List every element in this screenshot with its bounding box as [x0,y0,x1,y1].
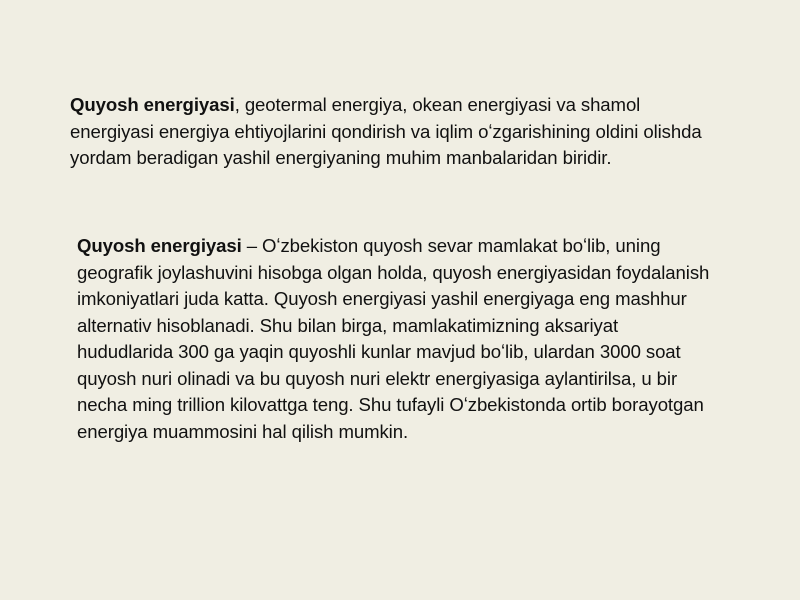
paragraph-1-bold-lead: Quyosh energiyasi [70,94,235,115]
paragraph-2-bold-lead: Quyosh energiyasi [77,235,242,256]
paragraph-uzbekistan-solar [77,233,717,445]
paragraph-2-text: – Oʻzbekiston quyosh sevar mamlakat boʻlib, uning geografik joylashuvini hisobga olgan holda, quyosh energiyasidan foydalanish imkoniyatlari juda katta. Quyosh energiyasi yashil energiyaga eng mashhur alternativ hisoblanadi. Shu bilan birga, mamlakatimizning aksariyat hududlarida 300 ga yaqin quyoshli kunlar mavjud boʻlib, ulardan 3000 soat quyosh nuri olinadi va bu quyosh nuri elektr energiyasiga aylantirilsa, u bir necha ming trillion kilovattga teng. Shu tufayli Oʻzbekistonda ortib borayotgan energiya muammosini hal qilish mumkin. [77,235,710,442]
paragraph-1-text: , geotermal energiya, okean energiyasi va shamol energiyasi energiya ehtiyojlarini qondirish va iqlim oʻzgarishining oldini olishda yordam beradigan yashil energiyaning muhim manbalaridan biridir. [70,94,702,168]
paragraph-green-energy-sources [70,92,720,172]
